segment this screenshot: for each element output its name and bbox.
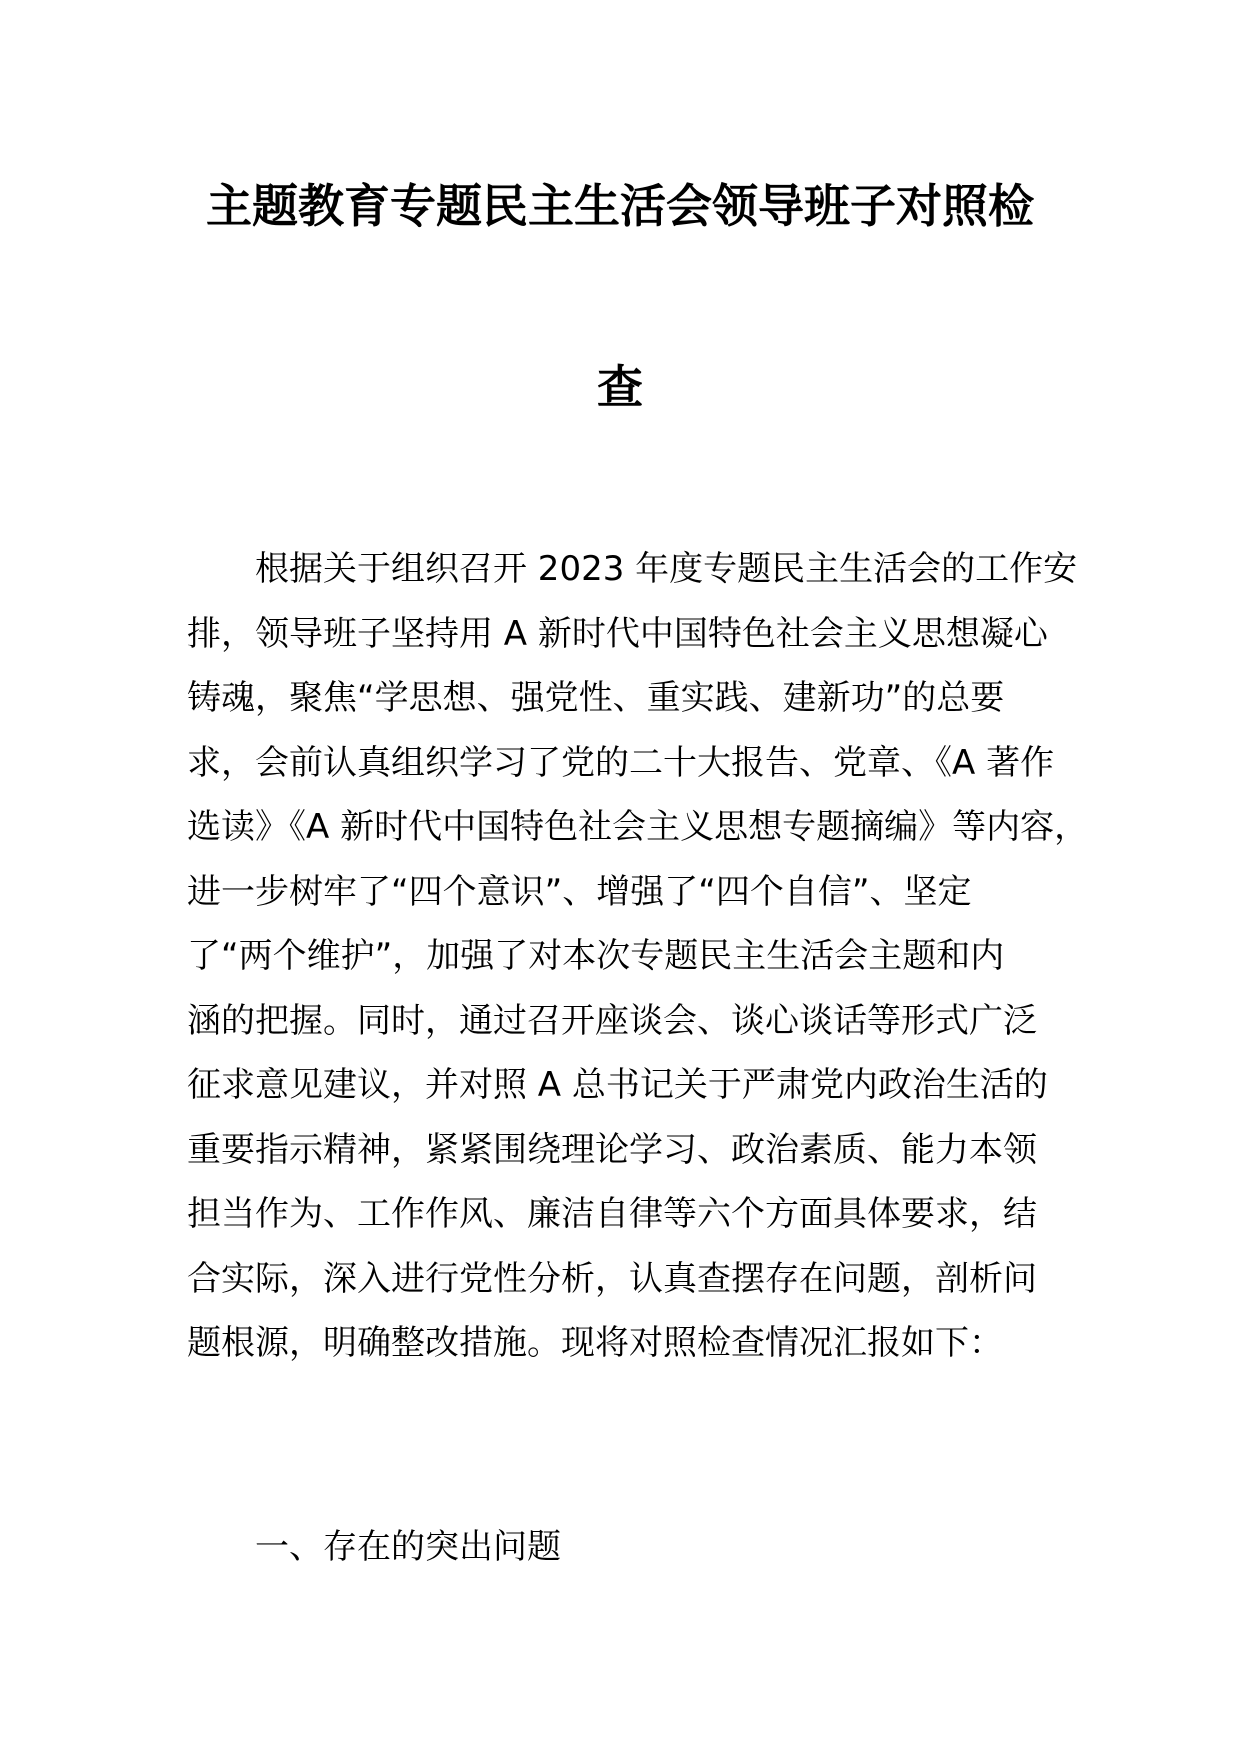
paragraph-line: 铸魂，聚焦“学思想、强党性、重实践、建新功”的总要 (187, 678, 1005, 718)
paragraph-line: 排，领导班子坚持用 A 新时代中国特色社会主义思想凝心 (187, 613, 1048, 654)
paragraph-line: 重要指示精神，紧紧围绕理论学习、政治素质、能力本领 (187, 1129, 1037, 1170)
paragraph-line: 根据关于组织召开 2023 年度专题民主生活会的工作安 (255, 549, 1078, 589)
paragraph-line: 求，会前认真组织学习了党的二十大报告、党章、《A 著作 (187, 742, 1055, 783)
paragraph-line: 了“两个维护”，加强了对本次专题民主生活会主题和内 (187, 936, 1005, 976)
section-heading: 一、存在的突出问题 (255, 1527, 561, 1567)
paragraph-line: 征求意见建议，并对照 A 总书记关于严肃党内政治生活的 (187, 1065, 1048, 1105)
document-title-line-1: 主题教育专题民主生活会领导班子对照检 (206, 179, 1034, 233)
paragraph-line: 进一步树牢了“四个意识”、增强了“四个自信”、坚定 (187, 871, 972, 912)
paragraph-line: 题根源，明确整改措施。现将对照检查情况汇报如下： (187, 1323, 1003, 1363)
paragraph-line: 担当作为、工作作风、廉洁自律等六个方面具体要求，结 (187, 1194, 1037, 1234)
intro-paragraph (187, 537, 1089, 1376)
paragraph-line: 涵的把握。同时，通过召开座谈会、谈心谈话等形式广泛 (187, 1000, 1037, 1041)
paragraph-line: 合实际，深入进行党性分析，认真查摆存在问题，剖析问 (187, 1258, 1037, 1299)
document-title-line-2: 查 (597, 360, 643, 414)
paragraph-line: 选读》《A 新时代中国特色社会主义思想专题摘编》等内容， (187, 807, 1089, 847)
